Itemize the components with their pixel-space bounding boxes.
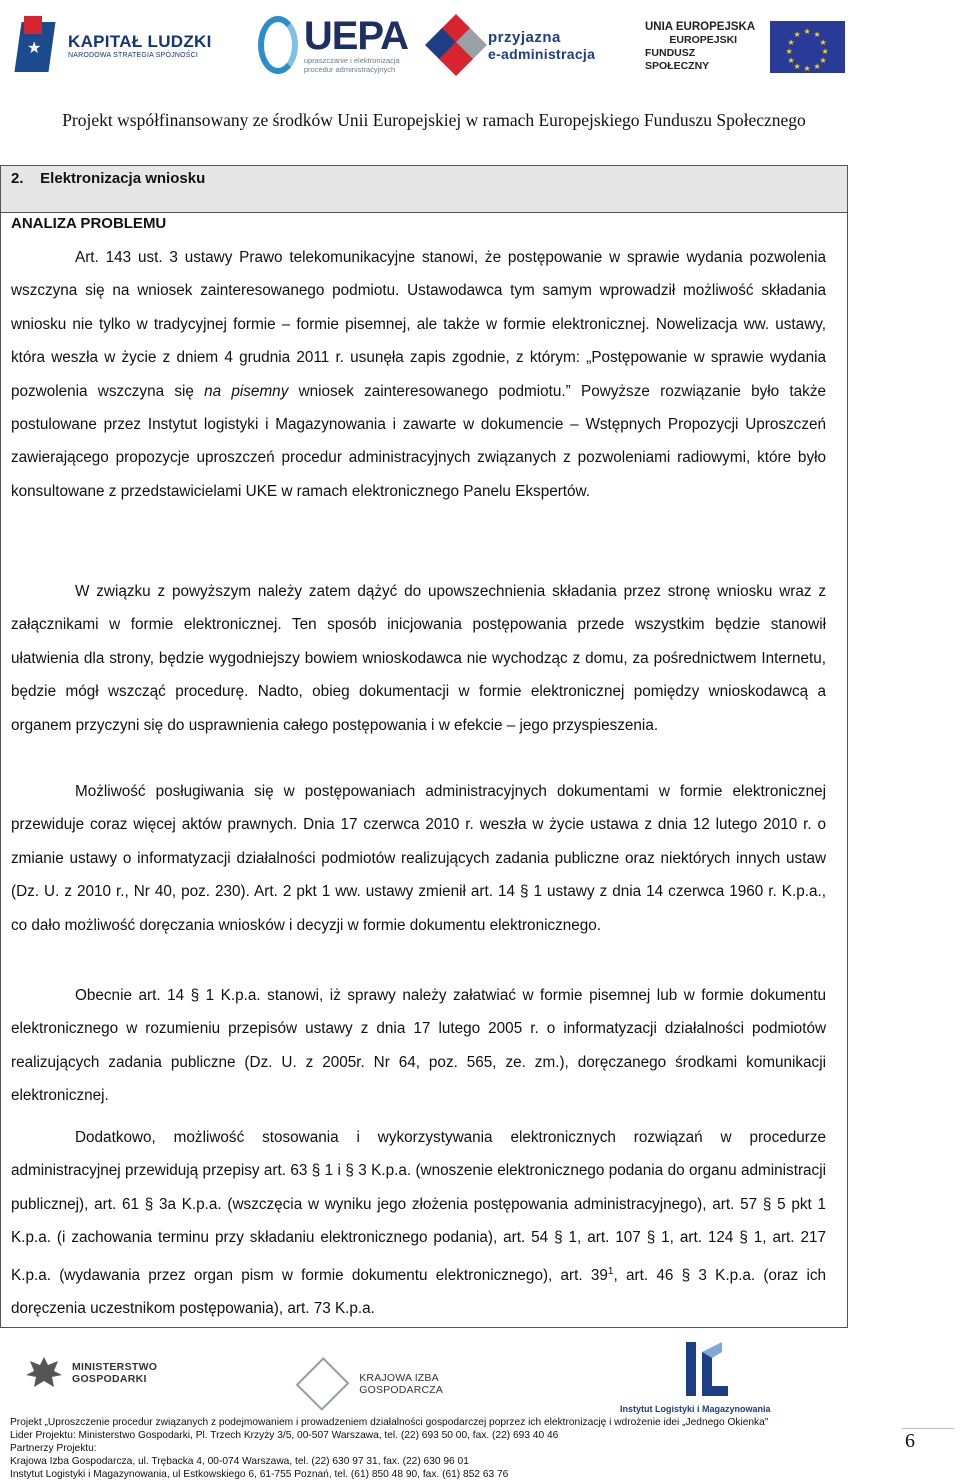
eu-line-2: EUROPEJSKI [669, 34, 738, 46]
kig-name: KRAJOWA IZBA GOSPODARCZA [359, 1372, 444, 1396]
paragraph-2-text: W związku z powyższym należy zatem dążyć do upowszechnienia składania przez stronę wniosku wraz z załącznikami w formie elektronicznej. Ten sposób inicjowania postępowania przede wszystkim będzie stanowił ułatwienia dla strony, będzie wygodniejszy bowiem wnioskodawca nie wychodząc z domu, za pośrednictwem Internetu, będzie mógł wszcząć procedurę. Nadto, obieg dokumentacji w formie elektronicznej pomiędzy wnioskodawcą a organem przyczyni się do usprawnienia całego postępowania i w efekcie – jego przyspieszenia. [11, 583, 826, 734]
footer-line-3: Partnerzy Projektu: [10, 1442, 97, 1454]
pea-line-2: e-administracja [488, 45, 596, 62]
page-number-rule [902, 1428, 954, 1429]
ministry-logo [22, 1338, 162, 1408]
przyjazna-e-administracja-logo [430, 8, 630, 82]
paragraph-1 [11, 241, 826, 508]
section-heading: 2. Elektronizacja wniosku [11, 170, 206, 187]
paragraph-5-superscript: 1 [607, 1265, 614, 1277]
ministry-line-1: MINISTERSTWO [72, 1361, 158, 1373]
section-heading-bar [1, 166, 847, 213]
footer-line-4: Krajowa Izba Gospodarcza, ul. Trębacka 4, 00-074 Warszawa, tel. (22) 630 97 31, fax. (22) 630 96 01 [10, 1455, 469, 1467]
kig-diamond-icon [296, 1357, 350, 1411]
ministry-line-2: GOSPODARKI [72, 1373, 147, 1385]
paragraph-3-text: Możliwość posługiwania się w postępowaniach administracyjnych dokumentami w formie elektronicznej przewiduje coraz więcej aktów prawnych. Dnia 17 czerwca 2010 r. weszła w życie ustawa z dnia 12 lutego 2010 r. o zmianie ustawy o informatyzacji działalności podmiotów realizujących zadania publiczne oraz niektórych innych ustaw (Dz. U. z 2010 r., Nr 40, poz. 230). Art. 2 pkt 1 ww. ustawy zmienił art. 14 § 1 ustawy z dnia 14 czerwca 1960 r. K.p.a., co dało możliwość doręczania wniosków i decyzji w formie dokumentu elektronicznego. [11, 783, 826, 934]
kapital-ludzki-subtitle: NARODOWA STRATEGIA SPÓJNOŚCI [68, 51, 199, 59]
paragraph-5-text-a: Dodatkowo, możliwość stosowania i wykorzystywania elektronicznych rozwiązań w procedurze administracyjnej przewidują przepisy art. 63 § 1 i § 3 K.p.a. (wnoszenie elektronicznego podania do organu administracji publicznej), art. 61 § 3a K.p.a. (wszczęcia w wyniku jego złożenia postępowania administracyjnego), art. 57 § 5 pkt 1 K.p.a. (i zachowania terminu przy składaniu elektronicznego podania), art. 54 § 1, art. 107 § 1, art. 124 § 1, art. 217 K.p.a. (wydawania przez organ pism w formie dokumentu elektronicznego), art. 39 [11, 1129, 826, 1284]
paragraph-4 [11, 979, 826, 1113]
uepa-tagline-2: procedur administracyjnych [303, 65, 396, 74]
footer-line-5: Instytut Logistyki i Magazynowania, ul Estkowskiego 6, 61-755 Poznań, tel. (61) 850 48 90, fax. (61) 852 63 76 [10, 1468, 509, 1480]
ilim-name: Instytut Logistyki i Magazynowania [620, 1404, 771, 1414]
eu-logo [645, 16, 845, 78]
pea-line-1: przyjazna [488, 28, 561, 46]
content-frame [0, 165, 848, 1328]
kapital-ludzki-logo [18, 12, 218, 78]
paragraph-1-emphasis: na pisemny [204, 382, 289, 400]
footer-line-2: Lider Projektu: Ministerstwo Gospodarki, Pl. Trzech Krzyży 3/5, 00-507 Warszawa, tel. (22) 693 50 00, fax. (22) 693 40 46 [10, 1429, 559, 1441]
kapital-ludzki-emblem-icon: ★ [18, 14, 58, 76]
eu-flag-icon: ★ ★ ★ ★ ★ ★ ★ ★ ★ ★ ★ ★ [770, 21, 846, 73]
uepa-swirl-icon [258, 16, 298, 74]
ilim-logo [620, 1338, 771, 1416]
eu-line-1: UNIA EUROPEJSKA [645, 21, 756, 33]
ilim-mark-icon [682, 1338, 730, 1400]
paragraph-5 [11, 1121, 826, 1326]
paragraph-3 [11, 775, 826, 942]
uepa-tagline-1: upraszczanie i elektronizacja [303, 56, 400, 65]
cofinance-statement: Projekt współfinansowany ze środków Unii Europejskiej w ramach Europejskiego Funduszu Społecznego [62, 110, 806, 130]
footer [10, 1417, 890, 1482]
paragraph-2 [11, 575, 826, 742]
paragraph-1-text-b: wniosek zainteresowanego podmiotu.” Powyższe rozwiązanie było także postulowane przez Instytut logistyki i Magazynowania i zawarte w dokumencie – Wstępnych Propozycji Uproszczeń zawierającego propozycje uproszczeń procedur administracyjnych związanych z pozwoleniami radiowymi, które było konsultowane z przedstawicielami UKE w ramach elektronicznego Panelu Ekspertów. [11, 382, 826, 500]
problem-title: ANALIZA PROBLEMU [11, 215, 167, 232]
paragraph-5-text-b: , art. 46 § 3 K.p.a. (oraz ich doręczenia uczestnikom postępowania), art. 73 K.p.a. [11, 1266, 826, 1318]
uepa-logo [258, 6, 408, 84]
page-number: 6 [905, 1430, 915, 1452]
uepa-name: UEPA [303, 14, 408, 58]
kapital-ludzki-title: KAPITAŁ LUDZKI [68, 31, 212, 51]
footer-line-1: Projekt „Uproszczenie procedur związanych z podejmowaniem i prowadzeniem działalności gospodarczej poprzez ich elektronizację i wdrożenie idei „Jednego Okienka” [10, 1417, 769, 1428]
puzzle-icon [430, 19, 482, 71]
paragraph-4-text: Obecnie art. 14 § 1 K.p.a. stanowi, iż sprawy należy załatwiać w formie pisemnej lub w formie dokumentu elektronicznego w rozumieniu przepisów ustawy z dnia 17 lutego 2005 r. o informatyzacji działalności podmiotów realizujących zadania publiczne (Dz. U. z 2005r. Nr 64, poz. 565, ze. zm.), doręczanego środkami komunikacji elektronicznej. [11, 987, 826, 1105]
eu-line-3: FUNDUSZ SPOŁECZNY [645, 47, 710, 72]
kig-logo [296, 1358, 516, 1410]
paragraph-1-text-a: Art. 143 ust. 3 ustawy Prawo telekomunikacyjne stanowi, że postępowanie w sprawie wydania pozwolenia wszczyna się na wniosek zainteresowanego podmiotu. Ustawodawca tym samym wprowadził możliwość składania wniosku nie tylko w tradycyjnej formie – formie pisemnej, ale także w formie elektronicznej. Nowelizacja ww. ustawy, która weszła w życie z dniem 4 grudnia 2011 r. usunęła zapis zgodnie, z którym: „Postępowanie w sprawie wydania pozwolenia wszczyna się [11, 249, 826, 400]
eagle-emblem-icon [22, 1351, 66, 1395]
